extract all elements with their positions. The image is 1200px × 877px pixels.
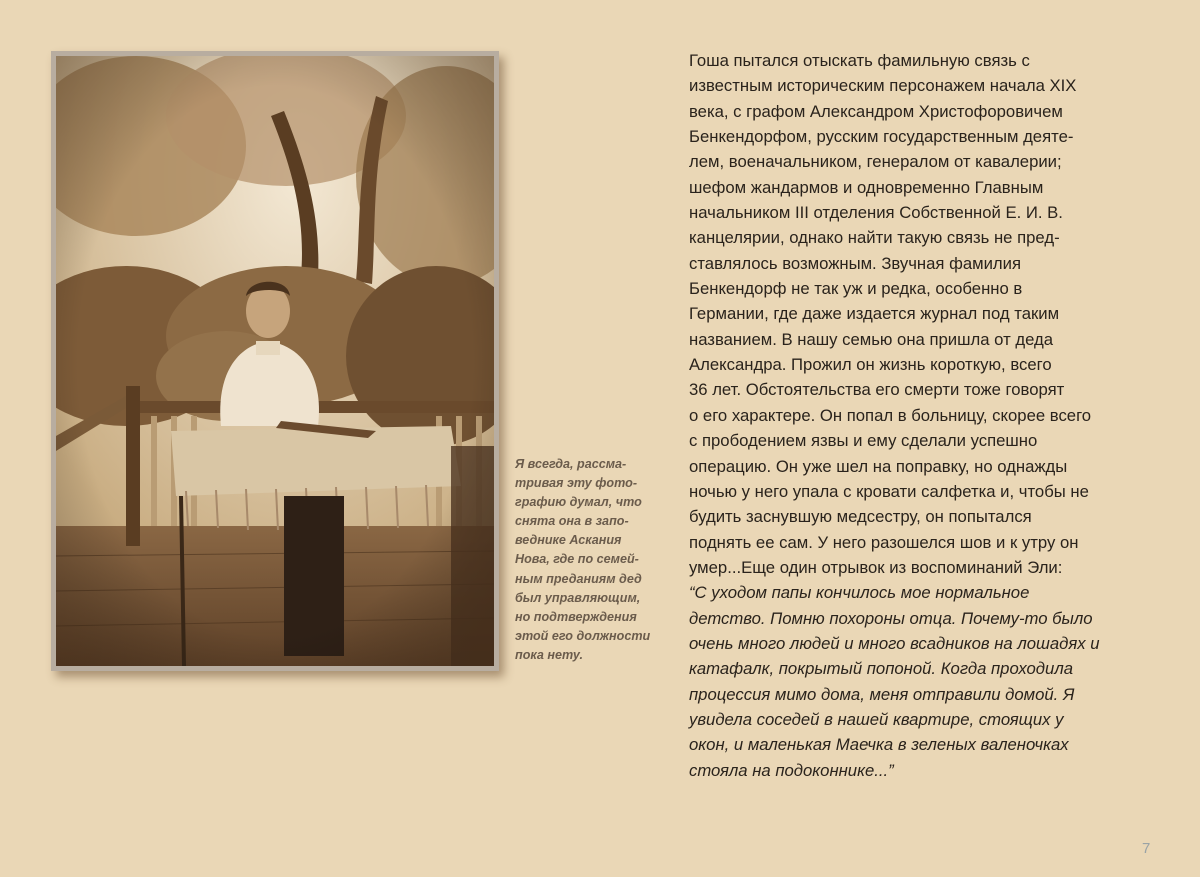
body-line: умер...Еще один отрывок из воспоминаний Эли: bbox=[689, 557, 1063, 577]
body-line: Гоша пытался отыскать фамильную связь с bbox=[689, 51, 1030, 70]
body-line: названием. В нашу семью она пришла от деда bbox=[689, 329, 1054, 349]
body-line: с прободением язвы и ему сделали успешно bbox=[689, 431, 1038, 451]
body-line: поднять ее сам. У него разошелся шов и к утру он bbox=[689, 532, 1079, 552]
quote-line: процессия мимо дома, меня отправили домой. Я bbox=[689, 684, 1075, 704]
body-line: ставлялось возможным. Звучная фамилия bbox=[689, 253, 1022, 273]
body-line: будить заснувшую медсестру, он попытался bbox=[689, 507, 1032, 527]
body-line: операцию. Он уже шел на поправку, но однажды bbox=[689, 456, 1068, 476]
body-line: ночью у него упала с кровати салфетка и, чтобы не bbox=[689, 481, 1089, 501]
body-line: шефом жандармов и одновременно Главным bbox=[689, 177, 1044, 197]
body-line: Германии, где даже издается журнал под таким bbox=[689, 304, 1060, 324]
quote-line: окон, и маленькая Маечка в зеленых валеночках bbox=[689, 735, 1069, 755]
quote-line: увидела соседей в нашей квартире, стоящих у bbox=[689, 709, 1064, 729]
body-line: Бенкендорфом, русским государственным деяте- bbox=[689, 127, 1074, 147]
quote-line: детство. Помню похороны отца. Почему-то было bbox=[689, 608, 1093, 628]
body-line: Бенкендорф не так уж и редка, особенно в bbox=[689, 279, 1023, 299]
archival-photograph bbox=[51, 51, 499, 671]
quote-line: катафалк, покрытый попоной. Когда проходила bbox=[689, 659, 1074, 679]
body-text bbox=[689, 48, 1169, 783]
body-line: канцелярии, однако найти такую связь не пред- bbox=[689, 228, 1060, 248]
sepia-photograph-icon bbox=[56, 56, 494, 666]
body-line: начальником III отделения Собственной Е. И. В. bbox=[689, 203, 1063, 223]
body-line: о его характере. Он попал в больницу, скорее всего bbox=[689, 405, 1092, 425]
page-number: 7 bbox=[1142, 840, 1151, 857]
body-line: лем, военачальником, генералом от кавалерии; bbox=[689, 152, 1062, 172]
quote-line: очень много людей и много всадников на лошадях и bbox=[689, 633, 1100, 653]
quote-line: “С уходом папы кончилось мое нормальное bbox=[689, 583, 1030, 603]
body-line: 36 лет. Обстоятельства его смерти тоже говорят bbox=[689, 380, 1065, 400]
photo-caption: Я всегда, рассма- тривая эту фото- графию думал, что снята она в запо- веднике Аскания Нова, где по семей- ным преданиям дед был управляющим, но подтверждения этой его должности пока нету. bbox=[515, 457, 651, 662]
body-line: века, с графом Александром Христофоровичем bbox=[689, 101, 1063, 121]
body-line: Александра. Прожил он жизнь короткую, всего bbox=[689, 355, 1052, 375]
quote-line: стояла на подоконнике...” bbox=[689, 760, 894, 780]
body-line: известным историческим персонажем начала XIX bbox=[689, 76, 1077, 96]
